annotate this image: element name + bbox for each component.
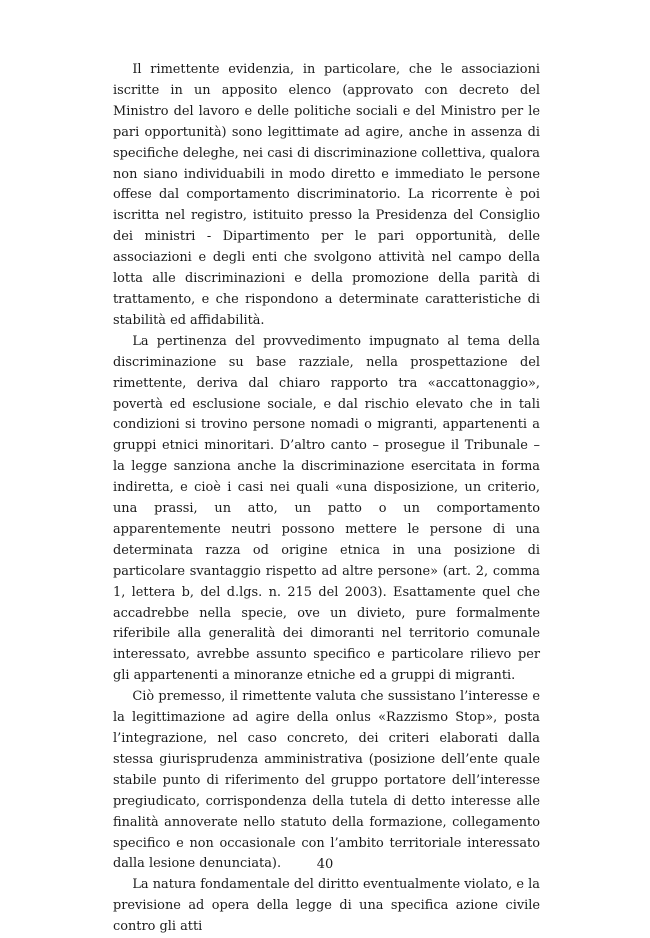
paragraph-2: La pertinenza del provvedimento impugnato al tema della discriminazione su base razziale, nella prospettazione del rimettente, deriva dal chiaro rapporto tra «accattonaggio», povertà ed esclusione sociale, e dal rischio elevato che in tali condizioni si trovino persone nomadi o migranti, appartenenti a gruppi etnici minoritari. D’altro canto – prosegue il Tribunale – la legge sanziona anche la discriminazione esercitata in forma indiretta, e cioè i casi nei quali «una disposizione, un criterio, una prassi, un atto, un patto o un comportamento apparentemente neutri possono mettere le persone di una determinata razza od origine etnica in una posizione di particolare svantaggio rispetto ad altre persone» (art. 2, comma 1, lettera b, del d.lgs. n. 215 del 2003). Esattamente quel che accadrebbe nella specie, ove un divieto, pure formalmente riferibile alla generalità dei dimoranti nel territorio comunale interessato, avrebbe assunto specifico e particolare rilievo per gli appartenenti a minoranze etniche ed a gruppi di migranti.	[113, 333, 540, 684]
paragraph-1: Il rimettente evidenzia, in particolare, che le associazioni iscritte in un apposito elenco (approvato con decreto del Ministro del lavoro e delle politiche sociali e del Ministro per le pari opportunità) sono legittimate ad agire, anche in assenza di specifiche deleghe, nei casi di discriminazione collettiva, qualora non siano individuabili in modo diretto e immediato le persone offese dal comportamento discriminatorio. La ricorrente è poi iscritta nel registro, istituito presso la Presidenza del Consiglio dei ministri - Dipartimento per le pari opportunità, delle associazioni e degli enti che svolgono attività nel campo della lotta alle discriminazioni e della promozione della parità di trattamento, e che rispondono a determinate caratteristiche di stabilità ed affidabilità.	[113, 62, 540, 328]
page-number: 40	[316, 857, 334, 872]
body-text	[113, 60, 540, 938]
paragraph-3: Ciò premesso, il rimettente valuta che sussistano l’interesse e la legittimazione ad agire della onlus «Razzismo Stop», posta l’integrazione, nel caso concreto, dei criteri elaborati dalla stessa giurisprudenza amministrativa (posizione dell’ente quale stabile punto di riferimento del gruppo portatore dell’interesse pregiudicato, corrispondenza della tutela di detto interesse alle finalità annoverate nello statuto della formazione, collegamento specifico e non occasionale con l’ambito territoriale interessato dalla lesione denunciata).	[113, 689, 540, 872]
paragraph-4: La natura fondamentale del diritto eventualmente violato, e la previsione ad opera della legge di una specifica azione civile contro gli atti	[113, 877, 540, 935]
